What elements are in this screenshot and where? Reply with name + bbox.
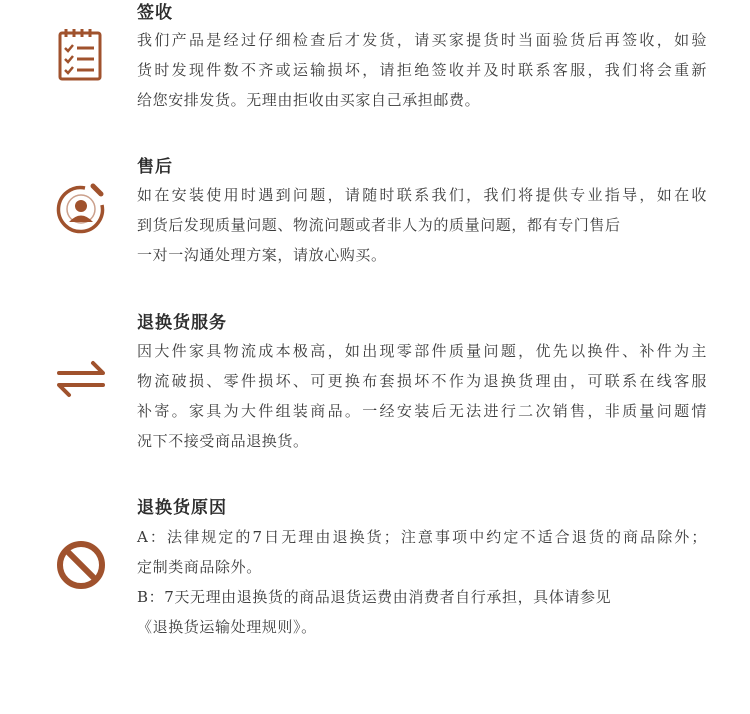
- body-line: A：法律规定的7日无理由退换货；注意事项中约定不适合退货的商品除外；: [137, 528, 707, 546]
- body-line: 我们产品是经过仔细检查后才发货，请买家提货时当面验货后再签收，如验: [137, 31, 707, 49]
- section-title: 退换货服务: [137, 313, 227, 333]
- section-title: 签收: [137, 3, 173, 23]
- body-line: 定制类商品除外。: [137, 558, 262, 576]
- section-title: 退换货原因: [137, 498, 227, 518]
- section-body: [137, 180, 707, 270]
- section-body: [137, 336, 707, 456]
- customer-service-icon: [55, 183, 107, 235]
- body-line: 到货后发现质量问题、物流问题或者非人为的质量问题，都有专门售后: [137, 216, 621, 234]
- body-line: 物流破损、零件损坏、可更换布套损坏不作为退换货理由，可联系在线客服: [137, 372, 707, 390]
- body-line: 如在安装使用时遇到问题，请随时联系我们，我们将提供专业指导，如在收: [137, 186, 707, 204]
- body-line: 因大件家具物流成本极高，如出现零部件质量问题，优先以换件、补件为主: [137, 342, 707, 360]
- exchange-arrows-icon: [55, 353, 107, 405]
- body-line: 货时发现件数不齐或运输损坏，请拒绝签收并及时联系客服，我们将会重新: [137, 61, 707, 79]
- body-line: 给您安排发货。无理由拒收由买家自己承担邮费。: [137, 91, 481, 109]
- body-line: 一对一沟通处理方案，请放心购买。: [137, 246, 387, 264]
- body-line: 《退换货运输处理规则》。: [137, 618, 317, 636]
- checklist-icon: [55, 29, 107, 81]
- body-line: 况下不接受商品退换货。: [137, 432, 309, 450]
- body-line: B：7天无理由退换货的商品退货运费由消费者自行承担，具体请参见: [137, 588, 612, 606]
- section-body: [137, 522, 707, 642]
- section-body: [137, 25, 707, 115]
- body-line: 补寄。家具为大件组装商品。一经安装后无法进行二次销售，非质量问题情: [137, 402, 707, 420]
- section-title: 售后: [137, 157, 173, 177]
- prohibited-icon: [55, 539, 107, 591]
